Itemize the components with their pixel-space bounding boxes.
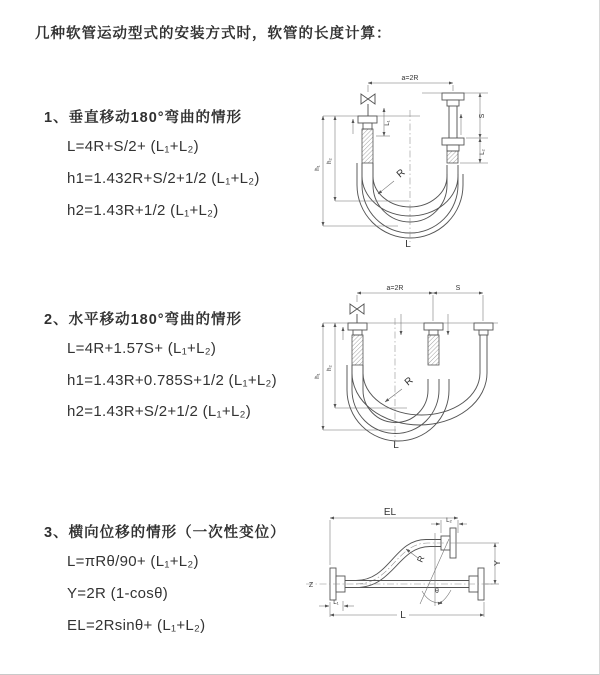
section-1-formula-l: L=4R+S/2+ (L₁+L₂) [67,138,199,155]
diagram-horizontal-180-bend [310,278,600,460]
section-1-formula-h1: h1=1.432R+S/2+1/2 (L₁+L₂) [67,170,260,187]
valve-icon [361,94,375,116]
section-3-formula-y: Y=2R (1-cosθ) [67,585,169,602]
dimension-s [433,285,483,293]
section-2-formula-l: L=4R+1.57S+ (L₁+L₂) [67,340,217,357]
page-title: 几种软管运动型式的安装方式时，软管的长度计算： [35,26,392,42]
left-hose-end-fitting [343,323,367,365]
dim-label-h2: h₂ [326,365,333,371]
dimension-s [466,93,488,138]
dim-label-l-total: L [393,440,399,451]
angle-label-theta: θ [435,588,439,595]
hose-u-loop [347,359,487,441]
dim-label-r: R [414,554,427,564]
dim-label-l2: L₂ [479,149,486,155]
left-hose-end-fitting [353,116,377,163]
section-1-heading: 1、垂直移动180°弯曲的情形 [44,110,243,126]
radius-callout [385,375,415,402]
section-3-formula-l: L=πRθ/90+ (L₁+L₂) [67,553,199,570]
section-1-formula-h2: h2=1.43R+1/2 (L₁+L₂) [67,202,219,219]
section-2-formula-h2: h2=1.43R+S/2+1/2 (L₁+L₂) [67,403,252,420]
dim-label-h1: h₁ [314,373,321,379]
dim-label-l1: L₁ [384,120,391,126]
dim-label-el: EL [383,507,397,518]
displaced-hose-end-fitting [474,323,493,359]
dim-label-h2: h₂ [326,158,333,164]
dim-label-l-total: L [400,610,406,621]
section-3-formula-el: EL=2Rsinθ+ (L₁+L₂) [67,617,206,634]
right-hose-end-fitting [442,93,464,163]
dim-label-l-total: L [405,239,411,250]
dim-label-h1: h₁ [314,165,321,171]
dim-label-r: R [394,167,408,181]
dim-label-a2r: a=2R [386,285,404,292]
dimension-h1 [314,116,398,226]
dimension-a-2r [357,285,433,293]
diagram-vertical-180-bend [310,68,600,260]
dimension-l1 [376,108,391,136]
radius-callout [406,549,426,564]
dimension-a-2r [368,75,453,92]
dim-label-s: S [455,285,461,292]
radius-callout [378,167,407,194]
dim-label-s: S [479,113,486,119]
dim-label-y: Y [492,560,502,566]
dim-label-l1: L₁ [333,599,339,606]
dim-label-l2: L₂ [446,517,452,524]
section-2-formula-h1: h1=1.43R+0.785S+1/2 (L₁+L₂) [67,372,277,389]
dim-label-a2r: a=2R [401,75,419,82]
axis-label-z: Z [308,582,314,589]
dimension-l-total [330,602,484,621]
diagram-lateral-displacement [298,503,598,645]
middle-hose-end-fitting [424,323,443,365]
section-2-heading: 2、水平移动180°弯曲的情形 [44,312,243,328]
dimension-l1 [319,599,354,611]
dimension-el [330,507,458,565]
dim-label-r: R [402,375,416,389]
valve-icon [350,304,364,323]
dimension-l2 [431,517,467,533]
section-3-heading: 3、横向位移的情形（一次性变位） [44,525,286,541]
